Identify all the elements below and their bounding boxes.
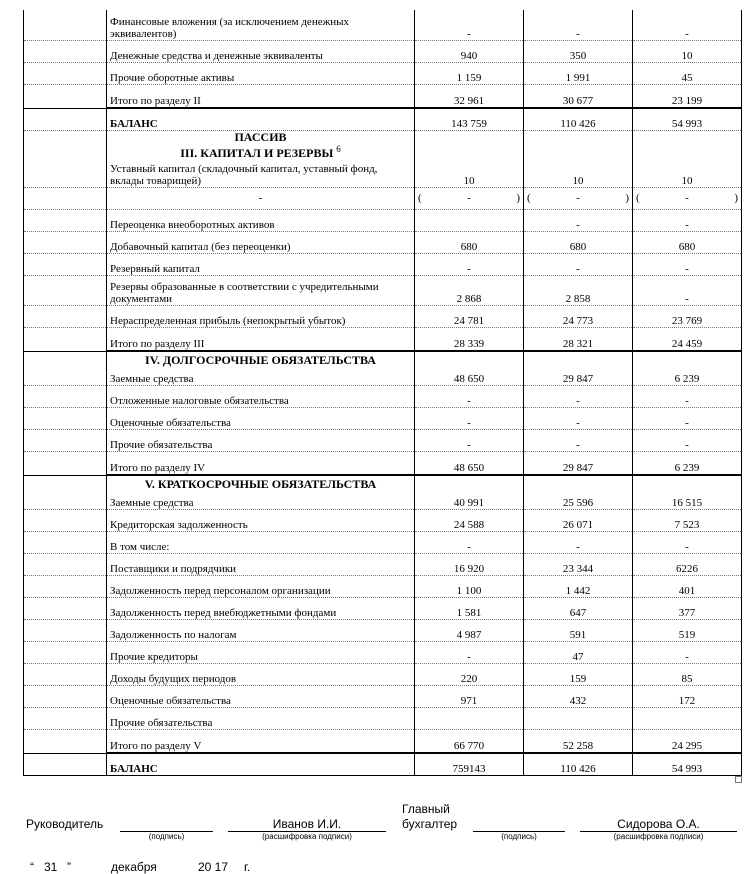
row-code-cell: [24, 130, 107, 187]
row-label: Прочие обязательства: [107, 429, 415, 451]
value-prev-year: -: [524, 385, 633, 407]
chief-name-caption: (расшифровка подписи): [613, 832, 704, 841]
value-prev-year: 110 426: [524, 753, 633, 775]
value-prev-year: 29 847: [524, 451, 633, 475]
row-label: Прочие обязательства: [107, 707, 415, 729]
value-prev-year: 591: [524, 619, 633, 641]
value-prior-year: -: [633, 209, 742, 231]
table-row: [24, 641, 742, 663]
value-prior-year: [633, 187, 742, 209]
value-prev-year: 24 773: [524, 305, 633, 327]
section-3-title: [110, 143, 411, 159]
value-prev-year: 47: [524, 641, 633, 663]
value-current-year: -: [415, 407, 524, 429]
table-row: [24, 130, 742, 187]
row-label: Заемные средства: [110, 496, 194, 509]
row-label: Задолженность по налогам: [107, 619, 415, 641]
row-code-cell: [24, 729, 107, 753]
table-row: [24, 407, 742, 429]
value-prior-year: 519: [633, 619, 742, 641]
value-prev-year: -: [524, 10, 633, 40]
date-year: 20 17: [198, 860, 229, 874]
section5-header-cell: [107, 475, 415, 509]
row-label: Поставщики и подрядчики: [107, 553, 415, 575]
chief-label-2: бухгалтер: [402, 817, 458, 831]
value-prev-year: 1 442: [524, 575, 633, 597]
row-label: Итого по разделу IV: [107, 451, 415, 475]
row-label: Итого по разделу III: [107, 327, 415, 351]
value-current-year: 28 339: [415, 327, 524, 351]
row-code-cell: [24, 62, 107, 84]
row-code-cell: [24, 327, 107, 351]
table-row: [24, 475, 742, 509]
table-row: [24, 84, 742, 108]
value-prior-year: 16 515: [633, 475, 742, 509]
table-row: [24, 597, 742, 619]
row-code-cell: [24, 187, 107, 209]
value-prev-year: 28 321: [524, 327, 633, 351]
section4-title: IV. ДОЛГОСРОЧНЫЕ ОБЯЗАТЕЛЬСТВА: [145, 352, 376, 367]
row-label: Задолженность перед персоналом организации: [107, 575, 415, 597]
value-prev-year: -: [524, 407, 633, 429]
table-row: [24, 275, 742, 305]
value-prior-year: 24 295: [633, 729, 742, 753]
date-month: декабря: [111, 860, 157, 874]
resize-handle[interactable]: [735, 776, 742, 783]
value-prev-year: 110 426: [524, 108, 633, 130]
value-prev-year: 29 847: [524, 351, 633, 385]
value-current-year: -: [415, 10, 524, 40]
value-prior-year: -: [633, 429, 742, 451]
date-quote-close: ”: [67, 860, 71, 874]
row-code-cell: [24, 209, 107, 231]
value-current-year: [415, 187, 524, 209]
row-label: Резервный капитал: [107, 253, 415, 275]
row-code-cell: [24, 707, 107, 729]
row-code-cell: [24, 619, 107, 641]
table-row: [24, 40, 742, 62]
row-code-cell: [24, 407, 107, 429]
row-label: Кредиторская задолженность: [107, 509, 415, 531]
value-current-year: [415, 209, 524, 231]
table-row: [24, 429, 742, 451]
value-prior-year: 6226: [633, 553, 742, 575]
value-prev-year: 350: [524, 40, 633, 62]
balance-sheet: [23, 10, 738, 776]
paren-value: -: [576, 192, 580, 204]
row-code-cell: [24, 429, 107, 451]
row-label: Итого по разделу II: [107, 84, 415, 108]
row-code-cell: [24, 509, 107, 531]
value-prev-year: -: [524, 209, 633, 231]
footnote-mark: 6: [336, 143, 341, 154]
row-label: Добавочный капитал (без переоценки): [107, 231, 415, 253]
paren-value: -: [467, 192, 471, 204]
value-prior-year: 23 769: [633, 305, 742, 327]
value-prev-year: 30 677: [524, 84, 633, 108]
value-prior-year: -: [633, 531, 742, 553]
paren-value: -: [685, 192, 689, 204]
value-prev-year: 2 858: [524, 275, 633, 305]
value-prior-year: -: [633, 385, 742, 407]
value-prior-year: -: [633, 641, 742, 663]
passiv-title: ПАССИВ: [234, 129, 287, 144]
section5-title: V. КРАТКОСРОЧНЫЕ ОБЯЗАТЕЛЬСТВА: [144, 476, 377, 491]
value-current-year: -: [415, 253, 524, 275]
row-code-cell: [24, 253, 107, 275]
row-code-cell: [24, 553, 107, 575]
paren-open: (: [418, 192, 422, 204]
value-prev-year: [524, 187, 633, 209]
table-row: [24, 351, 742, 385]
value-current-year: 680: [415, 231, 524, 253]
value-prev-year: 52 258: [524, 729, 633, 753]
table-row: [24, 62, 742, 84]
value-prior-year: 172: [633, 685, 742, 707]
value-prev-year: 159: [524, 663, 633, 685]
row-label: Финансовые вложения (за исключением денежных эквивалентов): [107, 10, 415, 40]
value-prior-year: -: [633, 10, 742, 40]
value-prev-year: 1 991: [524, 62, 633, 84]
row-label: Переоценка внеоборотных активов: [107, 209, 415, 231]
value-current-year: -: [415, 641, 524, 663]
row-label: Уставный капитал (складочный капитал, уставный фонд, вклады товарищей): [110, 162, 378, 187]
date-suffix: г.: [244, 860, 251, 874]
table-row: [24, 253, 742, 275]
table-row: [24, 531, 742, 553]
row-code-cell: [24, 475, 107, 509]
row-label: БАЛАНС: [107, 753, 415, 775]
value-current-year: 32 961: [415, 84, 524, 108]
head-label: Руководитель: [26, 817, 104, 831]
row-code-cell: [24, 40, 107, 62]
value-prior-year: 85: [633, 663, 742, 685]
value-current-year: 48 650: [415, 451, 524, 475]
value-current-year: 40 991: [415, 475, 524, 509]
row-code-cell: [24, 663, 107, 685]
paren-open: (: [527, 192, 531, 204]
value-prior-year: 6 239: [633, 351, 742, 385]
value-current-year: 4 987: [415, 619, 524, 641]
chief-sign-caption: (подпись): [501, 832, 537, 841]
table-row: [24, 305, 742, 327]
value-prior-year: 680: [633, 231, 742, 253]
value-prior-year: 401: [633, 575, 742, 597]
passiv-header-cell: [107, 130, 415, 187]
value-prior-year: 6 239: [633, 451, 742, 475]
table-row: [24, 753, 742, 775]
value-prev-year: -: [524, 429, 633, 451]
value-prev-year: [524, 707, 633, 729]
table-row: [24, 385, 742, 407]
value-prior-year: -: [633, 253, 742, 275]
value-current-year: 940: [415, 40, 524, 62]
table-row: [24, 509, 742, 531]
value-prior-year: 377: [633, 597, 742, 619]
value-current-year: 220: [415, 663, 524, 685]
table-row: [24, 327, 742, 351]
row-code-cell: [24, 305, 107, 327]
value-current-year: 16 920: [415, 553, 524, 575]
table-row: [24, 729, 742, 753]
row-label: Прочие оборотные активы: [107, 62, 415, 84]
row-code-cell: [24, 575, 107, 597]
date-day: 31: [44, 860, 58, 874]
value-current-year: 1 100: [415, 575, 524, 597]
value-prev-year: 23 344: [524, 553, 633, 575]
row-label: БАЛАНС: [107, 108, 415, 130]
row-label: Итого по разделу V: [107, 729, 415, 753]
head-name-caption: (расшифровка подписи): [262, 832, 352, 841]
table-row: [24, 575, 742, 597]
table-row: [24, 619, 742, 641]
paren-open: (: [636, 192, 640, 204]
row-code-cell: [24, 451, 107, 475]
value-prev-year: 647: [524, 597, 633, 619]
row-code-cell: [24, 108, 107, 130]
row-code-cell: [24, 385, 107, 407]
value-current-year: -: [415, 385, 524, 407]
row-code-cell: [24, 231, 107, 253]
table-row: [24, 231, 742, 253]
value-prior-year: 23 199: [633, 84, 742, 108]
value-prior-year: 10: [633, 40, 742, 62]
value-current-year: -: [415, 531, 524, 553]
row-label: В том числе:: [107, 531, 415, 553]
value-prior-year: 54 993: [633, 108, 742, 130]
row-label: -: [107, 187, 415, 209]
value-prior-year: -: [633, 275, 742, 305]
row-label: Нераспределенная прибыль (непокрытый убыток): [107, 305, 415, 327]
section4-header-cell: [107, 351, 415, 385]
value-current-year: -: [415, 429, 524, 451]
paren-close: ): [625, 192, 629, 204]
table-row: [24, 187, 742, 209]
row-code-cell: [24, 641, 107, 663]
row-code-cell: [24, 275, 107, 305]
value-current-year: 759143: [415, 753, 524, 775]
value-prior-year: [633, 707, 742, 729]
paren-close: ): [516, 192, 520, 204]
table-row: [24, 451, 742, 475]
value-prev-year: 26 071: [524, 509, 633, 531]
value-current-year: 2 868: [415, 275, 524, 305]
table-row: [24, 553, 742, 575]
row-label: Оценочные обязательства: [107, 407, 415, 429]
chief-label-1: Главный: [402, 802, 450, 816]
value-current-year: 10: [415, 130, 524, 187]
value-prior-year: 7 523: [633, 509, 742, 531]
section-3-text: III. КАПИТАЛ И РЕЗЕРВЫ: [180, 145, 334, 160]
row-label: Резервы образованные в соответствии с учредительными документами: [107, 275, 415, 305]
value-current-year: 971: [415, 685, 524, 707]
row-code-cell: [24, 753, 107, 775]
table-row: [24, 707, 742, 729]
row-code-cell: [24, 531, 107, 553]
value-current-year: 1 159: [415, 62, 524, 84]
table-row: [24, 10, 742, 40]
value-current-year: 24 781: [415, 305, 524, 327]
value-prev-year: 10: [524, 130, 633, 187]
row-label: Оценочные обязательства: [107, 685, 415, 707]
table-row: [24, 108, 742, 130]
value-current-year: 1 581: [415, 597, 524, 619]
head-sign-caption: (подпись): [148, 832, 185, 841]
value-prev-year: 680: [524, 231, 633, 253]
row-code-cell: [24, 597, 107, 619]
value-prev-year: 25 596: [524, 475, 633, 509]
table-row: [24, 663, 742, 685]
date-quote-open: “: [30, 860, 34, 874]
row-code-cell: [24, 685, 107, 707]
value-current-year: [415, 707, 524, 729]
row-code-cell: [24, 10, 107, 40]
row-label: Доходы будущих периодов: [107, 663, 415, 685]
value-prior-year: 54 993: [633, 753, 742, 775]
row-label: Заемные средства: [110, 372, 194, 385]
paren-close: ): [734, 192, 738, 204]
value-prior-year: 24 459: [633, 327, 742, 351]
value-prev-year: 432: [524, 685, 633, 707]
row-label: Отложенные налоговые обязательства: [107, 385, 415, 407]
balance-table: [23, 10, 742, 776]
value-prior-year: 10: [633, 130, 742, 187]
table-row: [24, 685, 742, 707]
row-label: Задолженность перед внебюджетными фондами: [107, 597, 415, 619]
row-label: Денежные средства и денежные эквиваленты: [107, 40, 415, 62]
chief-name: Сидорова О.А.: [617, 817, 700, 831]
row-label: Прочие кредиторы: [107, 641, 415, 663]
row-code-cell: [24, 351, 107, 385]
value-current-year: 48 650: [415, 351, 524, 385]
value-current-year: 143 759: [415, 108, 524, 130]
value-prev-year: -: [524, 531, 633, 553]
value-prior-year: -: [633, 407, 742, 429]
value-current-year: 66 770: [415, 729, 524, 753]
head-name: Иванов И.И.: [272, 817, 342, 831]
value-prev-year: -: [524, 253, 633, 275]
table-row: [24, 209, 742, 231]
value-current-year: 24 588: [415, 509, 524, 531]
row-code-cell: [24, 84, 107, 108]
value-prior-year: 45: [633, 62, 742, 84]
